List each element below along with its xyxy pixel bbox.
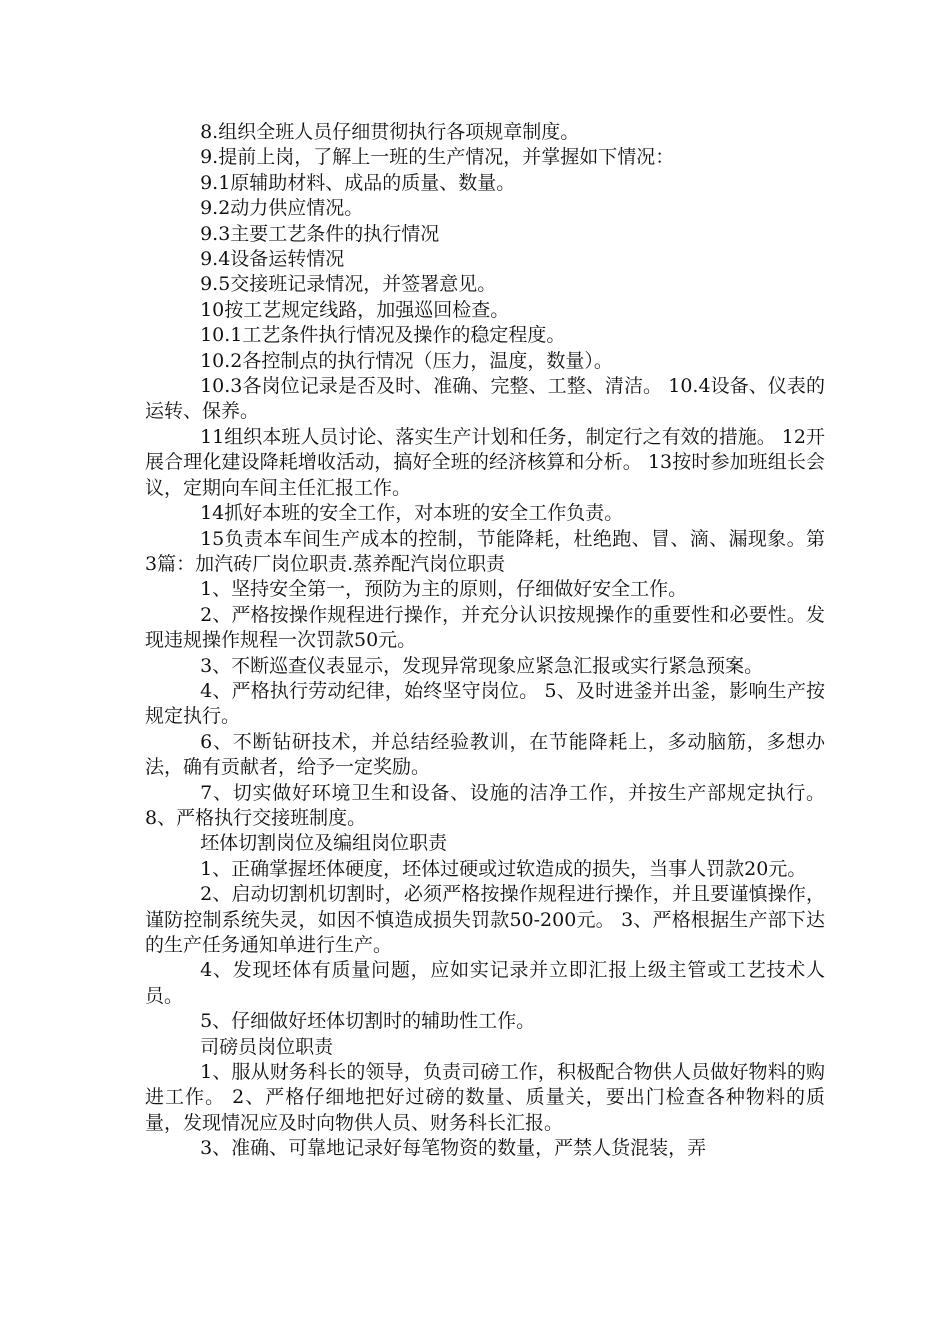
paragraph: 3、不断巡查仪表显示，发现异常现象应紧急汇报或实行紧急预案。 (200, 654, 764, 677)
paragraph: 8.组织全班人员仔细贯彻执行各项规章制度。 (200, 121, 580, 143)
paragraph: 15负责本车间生产成本的控制，节能降耗，杜绝跑、冒、滴、漏现象。第3篇：加汽砖厂岗位职责.蒸养配汽岗位职责 (145, 527, 825, 575)
paragraph: 7、切实做好环境卫生和设备、设施的洁净工作，并按生产部规定执行。 8、严格执行交接班制度。 (145, 781, 825, 829)
paragraph: 9.提前上岗，了解上一班的生产情况，并掌握如下情况： (200, 146, 675, 169)
paragraph: 9.5交接班记录情况，并签署意见。 (200, 273, 497, 296)
paragraph: 10.2各控制点的执行情况（压力，温度，数量）。 (200, 349, 613, 372)
paragraph: 6、不断钻研技术，并总结经验教训，在节能降耗上，多动脑筋，多想办法，确有贡献者，给予一定奖励。 (145, 730, 825, 779)
paragraph: 14抓好本班的安全工作，对本班的安全工作负责。 (200, 502, 624, 525)
paragraph: 9.4设备运转情况 (200, 248, 345, 271)
paragraph: 9.3主要工艺条件的执行情况 (200, 222, 440, 245)
paragraph: 4、严格执行劳动纪律，始终坚守岗位。 5、及时进釜并出釜，影响生产按规定执行。 (145, 679, 825, 728)
document-body (145, 120, 825, 1162)
section-heading: 坯体切割岗位及编组岗位职责 (200, 832, 448, 855)
paragraph: 9.1原辅助材料、成品的质量、数量。 (200, 171, 516, 194)
paragraph: 10按工艺规定线路，加强巡回检查。 (200, 298, 510, 321)
paragraph: 5、仔细做好坯体切割时的辅助性工作。 (200, 1010, 536, 1033)
paragraph: 1、坚持安全第一，预防为主的原则，仔细做好安全工作。 (200, 578, 688, 601)
paragraph: 1、正确掌握坯体硬度，坯体过硬或过软造成的损失，当事人罚款20元。 (200, 857, 807, 880)
paragraph: 4、发现坯体有质量问题，应如实记录并立即汇报上级主管或工艺技术人员。 (145, 959, 825, 1007)
paragraph: 2、严格按操作规程进行操作，并充分认识按规操作的重要性和必要性。发现违规操作规程一次罚款50元。 (145, 603, 825, 652)
paragraph: 3、准确、可靠地记录好每笔物资的数量，严禁人货混装，弄 (200, 1137, 707, 1160)
paragraph: 10.1工艺条件执行情况及操作的稳定程度。 (200, 324, 566, 347)
paragraph: 2、启动切割机切割时，必须严格按操作规程进行操作，并且要谨慎操作，谨防控制系统失灵，如因不慎造成损失罚款50-200元。 3、严格根据生产部下达的生产任务通知单进行生产。 (145, 883, 825, 956)
paragraph: 10.3各岗位记录是否及时、准确、完整、工整、清洁。 10.4设备、仪表的运转、保养。 (145, 375, 825, 423)
paragraph: 1、服从财务科长的领导，负责司磅工作，积极配合物供人员做好物料的购进工作。 2、严格仔细地把好过磅的数量、质量关，要出门检查各种物料的质量，发现情况应及时向物供人员、财务科长汇报。 (145, 1061, 825, 1134)
paragraph: 9.2动力供应情况。 (200, 197, 364, 220)
section-heading: 司磅员岗位职责 (200, 1035, 334, 1058)
paragraph: 11组织本班人员讨论、落实生产计划和任务，制定行之有效的措施。 12开展合理化建设降耗增收活动，搞好全班的经济核算和分析。 13按时参加班组长会议，定期向车间主任汇报工作。 (145, 425, 825, 499)
